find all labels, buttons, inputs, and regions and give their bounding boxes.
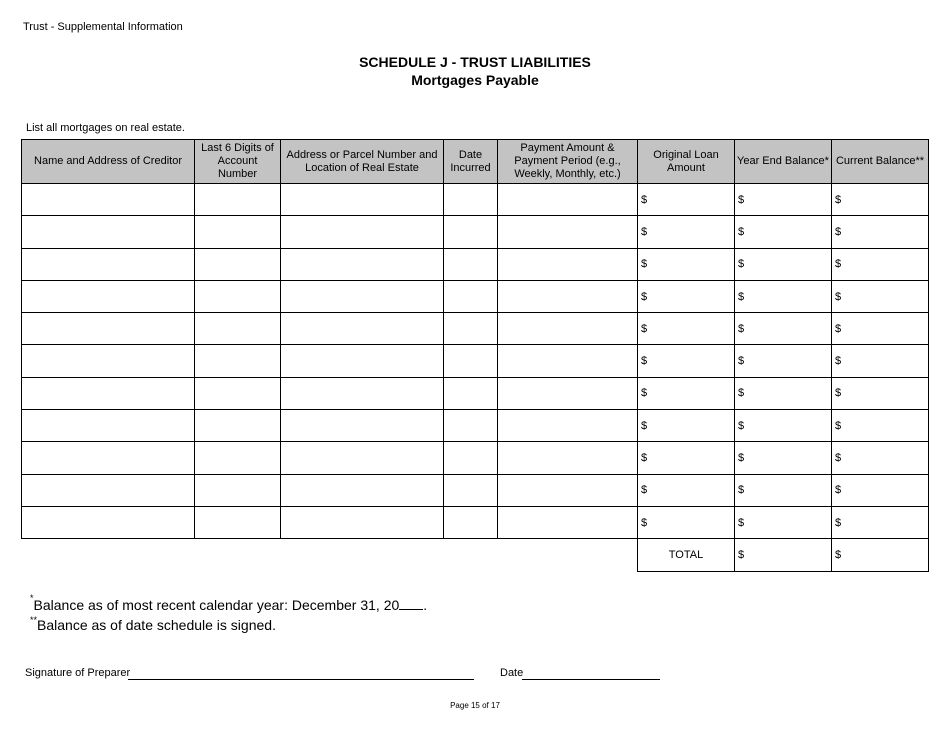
current-balance-field[interactable] (832, 345, 929, 377)
mortgages-table (21, 139, 929, 572)
date-field[interactable] (522, 679, 660, 680)
col-header-year-end-balance: Year End Balance* (735, 140, 832, 184)
col-header-current-balance: Current Balance** (832, 140, 929, 184)
account-digits-field[interactable] (195, 248, 281, 280)
currency-symbol: $ (835, 258, 842, 271)
year-suffix-field[interactable] (399, 595, 423, 610)
currency-symbol: $ (738, 225, 745, 238)
table-row (22, 313, 929, 345)
signature-field[interactable] (128, 679, 474, 680)
table-row (22, 248, 929, 280)
original-loan-field[interactable] (638, 442, 735, 474)
account-digits-field[interactable] (195, 313, 281, 345)
currency-symbol: $ (738, 258, 745, 271)
year-end-balance-field[interactable] (735, 345, 832, 377)
currency-symbol: $ (641, 355, 648, 368)
total-year-end-balance-field[interactable] (735, 539, 832, 571)
currency-symbol: $ (835, 290, 842, 303)
currency-symbol: $ (641, 290, 648, 303)
currency-symbol: $ (738, 548, 745, 561)
current-balance-field[interactable] (832, 248, 929, 280)
page-number: Page 15 of 17 (450, 701, 500, 710)
current-balance-field[interactable] (832, 184, 929, 216)
payment-field[interactable] (498, 248, 638, 280)
current-balance-field[interactable] (832, 506, 929, 538)
original-loan-field[interactable] (638, 506, 735, 538)
table-row (22, 442, 929, 474)
year-end-balance-field[interactable] (735, 410, 832, 442)
currency-symbol: $ (835, 419, 842, 432)
payment-field[interactable] (498, 474, 638, 506)
date-incurred-field[interactable] (444, 216, 498, 248)
account-digits-field[interactable] (195, 474, 281, 506)
account-digits-field[interactable] (195, 216, 281, 248)
original-loan-field[interactable] (638, 410, 735, 442)
currency-symbol: $ (835, 548, 842, 561)
currency-symbol: $ (738, 419, 745, 432)
schedule-subtitle: Mortgages Payable (411, 72, 539, 88)
currency-symbol: $ (835, 193, 842, 206)
footnote-marker: ** (30, 615, 38, 625)
table-row (22, 474, 929, 506)
payment-field[interactable] (498, 506, 638, 538)
payment-field[interactable] (498, 442, 638, 474)
payment-field[interactable] (498, 345, 638, 377)
original-loan-field[interactable] (638, 280, 735, 312)
current-balance-field[interactable] (832, 442, 929, 474)
account-digits-field[interactable] (195, 184, 281, 216)
currency-symbol: $ (641, 225, 648, 238)
col-header-account-digits: Last 6 Digits of Account Number (195, 140, 281, 184)
currency-symbol: $ (738, 193, 745, 206)
date-incurred-field[interactable] (444, 184, 498, 216)
year-end-balance-field[interactable] (735, 313, 832, 345)
currency-symbol: $ (835, 516, 842, 529)
table-row (22, 216, 929, 248)
currency-symbol: $ (738, 387, 745, 400)
payment-field[interactable] (498, 410, 638, 442)
currency-symbol: $ (738, 452, 745, 465)
total-row (22, 539, 929, 571)
creditor-field[interactable] (22, 313, 195, 345)
currency-symbol: $ (641, 419, 648, 432)
creditor-field[interactable] (22, 280, 195, 312)
creditor-field[interactable] (22, 442, 195, 474)
property-location-field[interactable] (281, 313, 444, 345)
current-balance-field[interactable] (832, 216, 929, 248)
creditor-field[interactable] (22, 377, 195, 409)
currency-symbol: $ (835, 322, 842, 335)
total-current-balance-field[interactable] (832, 539, 929, 571)
creditor-field[interactable] (22, 248, 195, 280)
property-location-field[interactable] (281, 474, 444, 506)
currency-symbol: $ (641, 452, 648, 465)
footnote-marker: * (30, 593, 34, 603)
property-location-field[interactable] (281, 248, 444, 280)
col-header-property-location: Address or Parcel Number and Location of Real Estate (281, 140, 444, 184)
property-location-field[interactable] (281, 345, 444, 377)
currency-symbol: $ (835, 225, 842, 238)
original-loan-field[interactable] (638, 313, 735, 345)
col-header-date-incurred: Date Incurred (444, 140, 498, 184)
date-incurred-field[interactable] (444, 442, 498, 474)
table-row (22, 184, 929, 216)
currency-symbol: $ (835, 387, 842, 400)
current-balance-field[interactable] (832, 410, 929, 442)
year-end-balance-field[interactable] (735, 184, 832, 216)
original-loan-field[interactable] (638, 474, 735, 506)
creditor-field[interactable] (22, 216, 195, 248)
footnote-current-text: Balance as of date schedule is signed. (37, 617, 276, 633)
year-end-balance-field[interactable] (735, 506, 832, 538)
currency-symbol: $ (738, 322, 745, 335)
currency-symbol: $ (738, 355, 745, 368)
original-loan-field[interactable] (638, 216, 735, 248)
account-digits-field[interactable] (195, 442, 281, 474)
signature-label: Signature of Preparer (25, 667, 131, 679)
year-end-balance-field[interactable] (735, 377, 832, 409)
original-loan-field[interactable] (638, 345, 735, 377)
col-header-payment: Payment Amount & Payment Period (e.g., Weekly, Monthly, etc.) (498, 140, 638, 184)
property-location-field[interactable] (281, 377, 444, 409)
property-location-field[interactable] (281, 410, 444, 442)
account-digits-field[interactable] (195, 280, 281, 312)
date-label: Date (500, 667, 524, 679)
creditor-field[interactable] (22, 184, 195, 216)
currency-symbol: $ (641, 193, 648, 206)
year-end-balance-field[interactable] (735, 248, 832, 280)
year-end-balance-field[interactable] (735, 280, 832, 312)
payment-field[interactable] (498, 216, 638, 248)
original-loan-field[interactable] (638, 377, 735, 409)
date-incurred-field[interactable] (444, 313, 498, 345)
property-location-field[interactable] (281, 442, 444, 474)
payment-field[interactable] (498, 280, 638, 312)
payment-field[interactable] (498, 184, 638, 216)
table-row (22, 280, 929, 312)
table-header-row (22, 140, 929, 184)
property-location-field[interactable] (281, 184, 444, 216)
date-incurred-field[interactable] (444, 474, 498, 506)
currency-symbol: $ (835, 355, 842, 368)
date-incurred-field[interactable] (444, 506, 498, 538)
account-digits-field[interactable] (195, 377, 281, 409)
current-balance-field[interactable] (832, 377, 929, 409)
account-digits-field[interactable] (195, 345, 281, 377)
date-incurred-field[interactable] (444, 345, 498, 377)
account-digits-field[interactable] (195, 506, 281, 538)
account-digits-field[interactable] (195, 410, 281, 442)
table-row (22, 345, 929, 377)
creditor-field[interactable] (22, 474, 195, 506)
table-row (22, 410, 929, 442)
year-end-balance-field[interactable] (735, 442, 832, 474)
table-row (22, 377, 929, 409)
current-balance-field[interactable] (832, 313, 929, 345)
currency-symbol: $ (738, 516, 745, 529)
currency-symbol: $ (738, 290, 745, 303)
date-incurred-field[interactable] (444, 248, 498, 280)
footnote-year-end (30, 595, 427, 613)
creditor-field[interactable] (22, 345, 195, 377)
schedule-title: SCHEDULE J - TRUST LIABILITIES (359, 54, 591, 70)
creditor-field[interactable] (22, 506, 195, 538)
col-header-original-loan: Original Loan Amount (638, 140, 735, 184)
original-loan-field[interactable] (638, 248, 735, 280)
payment-field[interactable] (498, 377, 638, 409)
year-end-balance-field[interactable] (735, 474, 832, 506)
currency-symbol: $ (641, 322, 648, 335)
currency-symbol: $ (835, 452, 842, 465)
table-row (22, 506, 929, 538)
creditor-field[interactable] (22, 410, 195, 442)
instruction-text: List all mortgages on real estate. (26, 122, 185, 134)
total-label: TOTAL (638, 539, 735, 571)
property-location-field[interactable] (281, 506, 444, 538)
property-location-field[interactable] (281, 216, 444, 248)
currency-symbol: $ (738, 484, 745, 497)
currency-symbol: $ (641, 258, 648, 271)
original-loan-field[interactable] (638, 184, 735, 216)
property-location-field[interactable] (281, 280, 444, 312)
year-end-balance-field[interactable] (735, 216, 832, 248)
footnote-period: . (423, 597, 428, 613)
footnote-year-end-text: Balance as of most recent calendar year: December 31, 20 (33, 597, 400, 613)
date-incurred-field[interactable] (444, 377, 498, 409)
currency-symbol: $ (641, 484, 648, 497)
form-header: Trust - Supplemental Information (23, 21, 183, 33)
date-incurred-field[interactable] (444, 410, 498, 442)
payment-field[interactable] (498, 313, 638, 345)
date-incurred-field[interactable] (444, 280, 498, 312)
current-balance-field[interactable] (832, 474, 929, 506)
total-spacer (22, 539, 638, 571)
currency-symbol: $ (835, 484, 842, 497)
currency-symbol: $ (641, 516, 648, 529)
col-header-creditor: Name and Address of Creditor (22, 140, 195, 184)
current-balance-field[interactable] (832, 280, 929, 312)
currency-symbol: $ (641, 387, 648, 400)
footnote-current (30, 617, 276, 633)
